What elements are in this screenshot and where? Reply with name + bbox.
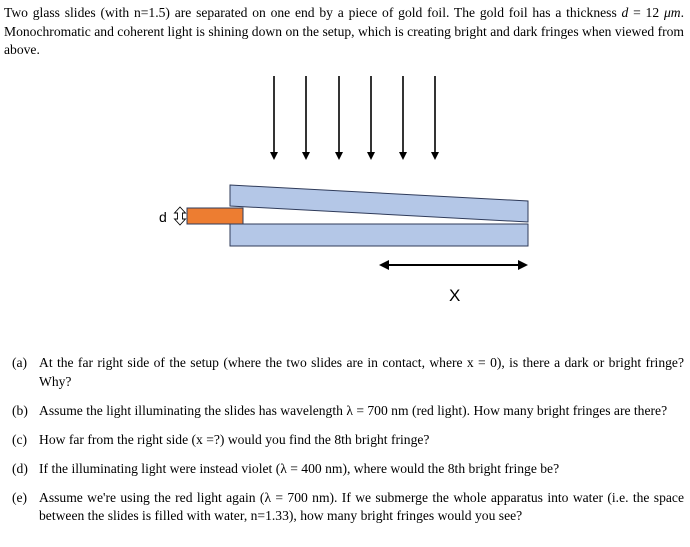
intro-text-1: Two glass slides (with n=1.5) are separated on one end by a piece of gold foil. The gold foil has a thickness: [4, 5, 622, 20]
light-rays: [274, 76, 435, 158]
d-double-arrow-icon: [175, 207, 186, 225]
x-label: X: [449, 286, 461, 305]
gold-foil: [187, 208, 243, 224]
question-text: Assume the light illuminating the slides has wavelength λ = 700 nm (red light). How many bright fringes are there?: [39, 402, 668, 418]
question-tag: (b): [12, 402, 28, 418]
question-text: How far from the right side (x =?) would you find the 8th bright fringe?: [39, 431, 430, 447]
question-item: [12, 354, 684, 391]
bottom-glass-slide: [230, 224, 528, 246]
question-tag: (a): [12, 355, 28, 370]
intro-unit: μm: [663, 5, 681, 20]
question-tag: (e): [12, 489, 28, 505]
question-text: If the illuminating light were instead violet (λ = 400 nm), where would the 8th bright fringe be?: [39, 460, 560, 476]
question-tag: (d): [12, 460, 28, 476]
question-text: At the far right side of the setup (where the two slides are in contact, where x = 0), is there a dark or bright fringe? Why?: [39, 355, 684, 389]
question-item: [12, 431, 684, 450]
problem-intro: [4, 4, 684, 60]
question-item: [12, 402, 684, 421]
question-text: Assume we're using the red light again (λ = 700 nm). If we submerge the whole apparatus into water (i.e. the space between the slides is filled with water, n=1.33), how many bright fringes would you see?: [39, 489, 684, 523]
intro-text-2: . Monochromatic and coherent light is shining down on the setup, which is creating bright and dark fringes when viewed from above.: [4, 5, 684, 57]
top-glass-slide: [230, 185, 528, 222]
question-item: [12, 460, 684, 479]
intro-eq: = 12: [628, 5, 664, 20]
question-list: [12, 354, 684, 536]
d-label: d: [159, 209, 167, 225]
question-tag: (c): [12, 431, 28, 447]
question-item: [12, 489, 684, 526]
intro-var-d: d: [621, 5, 629, 20]
